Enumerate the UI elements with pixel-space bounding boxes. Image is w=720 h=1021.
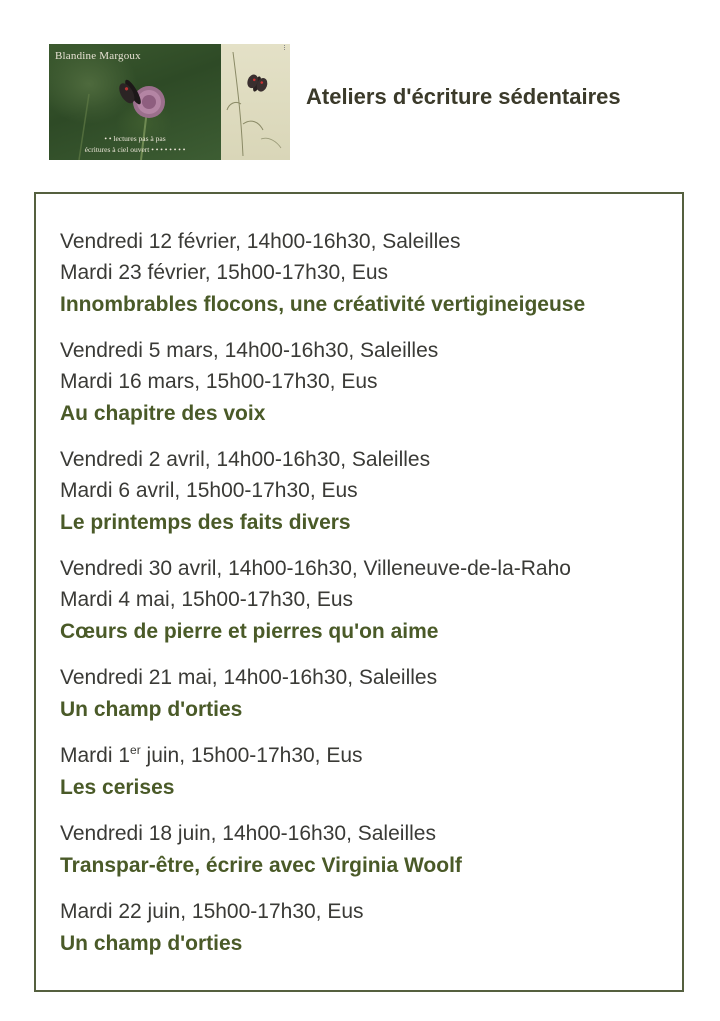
banner-tagline-1: • • lectures pas à pas: [104, 134, 166, 143]
schedule-entry: [60, 226, 680, 321]
schedule-entry: [60, 335, 680, 430]
schedule-list: [60, 226, 680, 974]
workshop-theme: Transpar-être, écrire avec Virginia Woolf: [60, 854, 462, 877]
session-line: Vendredi 21 mai, 14h00-16h30, Saleilles: [60, 666, 438, 689]
schedule-entry: [60, 896, 680, 960]
session-line-end: juin, 15h00-17h30, Eus: [140, 744, 363, 767]
page-title: Ateliers d'écriture sédentaires: [306, 84, 621, 109]
schedule-entry: [60, 662, 680, 726]
session-line: Vendredi 5 mars, 14h00-16h30, Saleilles: [60, 339, 439, 362]
schedule-entry: [60, 740, 680, 804]
banner-author: Blandine Margoux: [55, 50, 141, 62]
botanical-sketch-illustration: [221, 44, 290, 160]
session-line: Vendredi 18 juin, 14h00-16h30, Saleilles: [60, 822, 436, 845]
session-line: Mardi 6 avril, 15h00-17h30, Eus: [60, 479, 358, 502]
banner-photo: [49, 44, 221, 160]
session-line: Mardi 4 mai, 15h00-17h30, Eus: [60, 588, 354, 611]
session-line: Mardi 16 mars, 15h00-17h30, Eus: [60, 370, 378, 393]
session-line: Mardi 22 juin, 15h00-17h30, Eus: [60, 900, 364, 923]
schedule-entry: [60, 818, 680, 882]
session-line: Vendredi 30 avril, 14h00-16h30, Villeneuve-de-la-Raho: [60, 557, 571, 580]
session-line-start: Mardi 1: [60, 744, 131, 767]
workshop-theme: Au chapitre des voix: [60, 402, 266, 425]
workshop-theme: Les cerises: [60, 776, 175, 799]
ordinal-suffix: er: [130, 743, 141, 757]
session-line: Vendredi 2 avril, 14h00-16h30, Saleilles: [60, 448, 431, 471]
session-line: Vendredi 12 février, 14h00-16h30, Saleilles: [60, 230, 461, 253]
workshop-theme: Un champ d'orties: [60, 932, 243, 955]
workshop-theme: Un champ d'orties: [60, 698, 243, 721]
session-line: Mardi 23 février, 15h00-17h30, Eus: [60, 261, 389, 284]
banner-botanical-drawing: [221, 44, 290, 160]
dotted-mark: [284, 44, 287, 50]
header-banner: [49, 44, 290, 160]
banner-tagline-2: écritures à ciel ouvert • • • • • • • •: [84, 145, 186, 154]
workshop-theme: Le printemps des faits divers: [60, 511, 351, 534]
schedule-entry: [60, 553, 680, 648]
session-line: [60, 740, 680, 771]
schedule-entry: [60, 444, 680, 539]
workshop-theme: Innombrables flocons, une créativité vertigineigeuse: [60, 293, 586, 316]
workshop-theme: Cœurs de pierre et pierres qu'on aime: [60, 620, 439, 643]
